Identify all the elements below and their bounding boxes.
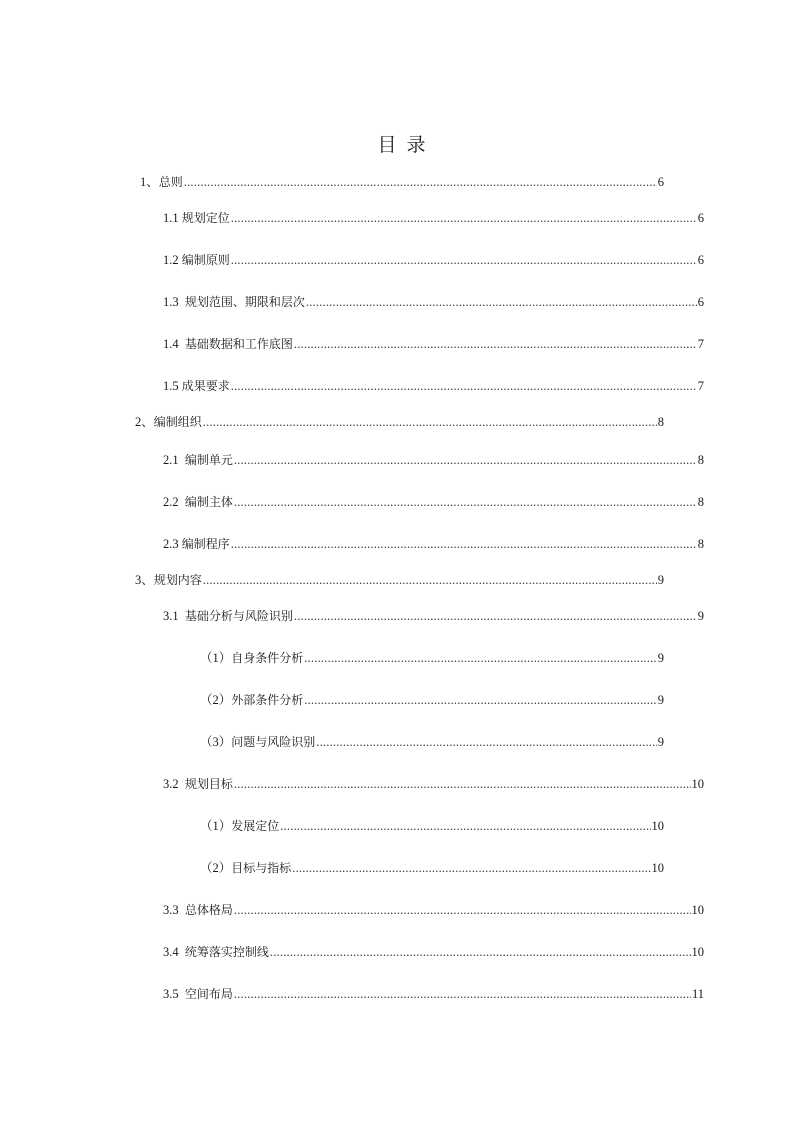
toc-entry-page-number: 6: [697, 211, 704, 225]
toc-entry-label: 编制组织: [153, 415, 202, 429]
toc-entry-page-number: 8: [697, 495, 704, 509]
dot-leader: [294, 336, 697, 352]
toc-entry[interactable]: [135, 414, 664, 430]
toc-entry-page-number: 8: [697, 453, 704, 467]
dot-leader: [203, 414, 657, 430]
toc-entry-page-number: 9: [657, 573, 664, 587]
dot-leader: [316, 734, 656, 750]
toc-entry[interactable]: [163, 210, 704, 226]
toc-entry-label: 规划内容: [153, 573, 202, 587]
toc-entry[interactable]: [200, 734, 664, 750]
toc-entry-number: 1.2: [163, 253, 182, 267]
toc-entry-number: （2）: [200, 861, 232, 875]
toc-entry-label: 基础数据和工作底图: [184, 337, 293, 351]
dot-leader: [231, 210, 697, 226]
toc-entry[interactable]: [163, 902, 704, 918]
toc-entry-label: 总体格局: [184, 903, 233, 917]
toc-entry-number: 3.1: [163, 609, 185, 623]
toc-entry-number: 1、: [140, 175, 159, 189]
toc-entry-page-number: 7: [697, 337, 704, 351]
toc-entry-page-number: 9: [657, 735, 664, 749]
dot-leader: [234, 452, 697, 468]
toc-entry[interactable]: [163, 452, 704, 468]
dot-leader: [234, 986, 691, 1002]
dot-leader: [231, 536, 697, 552]
toc-entry-number: 3.3: [163, 903, 185, 917]
toc-entry-number: 1.5: [163, 379, 182, 393]
toc-entry-page-number: 8: [657, 415, 664, 429]
toc-entry-page-number: 10: [651, 861, 664, 875]
toc-entry-page-number: 11: [691, 987, 704, 1001]
toc-entry-label: 外部条件分析: [231, 693, 304, 707]
toc-entry-label: 编制程序: [181, 537, 230, 551]
toc-entry-number: （1）: [200, 819, 232, 833]
toc-entry-page-number: 6: [657, 175, 664, 189]
toc-entry-number: 1.1: [163, 211, 182, 225]
toc-entry-label: 自身条件分析: [231, 651, 304, 665]
toc-entry-number: 2.3: [163, 537, 182, 551]
toc-entry-number: 1.3: [163, 295, 185, 309]
toc-entry-label: 空间布局: [184, 987, 233, 1001]
toc-entry-number: 2.2: [163, 495, 185, 509]
dot-leader: [234, 902, 691, 918]
toc-entry-page-number: 8: [697, 537, 704, 551]
toc-entry[interactable]: [200, 650, 664, 666]
toc-entry-label: 目标与指标: [231, 861, 292, 875]
toc-entry-label: 问题与风险识别: [231, 735, 316, 749]
toc-entry-label: 规划定位: [181, 211, 230, 225]
dot-leader: [304, 692, 656, 708]
toc-entry[interactable]: [200, 860, 664, 876]
toc-entry-page-number: 10: [651, 819, 664, 833]
toc-entry-page-number: 10: [691, 945, 704, 959]
toc-entry-number: 2、: [135, 415, 154, 429]
toc-entry-page-number: 9: [697, 609, 704, 623]
toc-entry-number: （3）: [200, 735, 232, 749]
toc-entry-page-number: 10: [691, 903, 704, 917]
toc-entry[interactable]: [163, 336, 704, 352]
toc-entry[interactable]: [140, 174, 664, 190]
toc-entry-label: 统筹落实控制线: [184, 945, 269, 959]
toc-entry[interactable]: [200, 692, 664, 708]
toc-entry[interactable]: [163, 608, 704, 624]
toc-entry-label: 总则: [158, 175, 183, 189]
toc-entry-page-number: 10: [691, 777, 704, 791]
toc-entry-label: 编制原则: [181, 253, 230, 267]
dot-leader: [231, 252, 697, 268]
toc-entry-page-number: 6: [697, 295, 704, 309]
toc-entry[interactable]: [163, 294, 704, 310]
toc-entry-label: 规划范围、期限和层次: [184, 295, 305, 309]
toc-entry[interactable]: [163, 378, 704, 394]
toc-entry-number: （1）: [200, 651, 232, 665]
toc-entry-number: 3.4: [163, 945, 185, 959]
toc-entry-page-number: 9: [657, 651, 664, 665]
toc-entry-label: 编制单元: [184, 453, 233, 467]
toc-entry-number: 3、: [135, 573, 154, 587]
toc-entry-page-number: 9: [657, 693, 664, 707]
toc-entry-page-number: 6: [697, 253, 704, 267]
toc-entry-number: 1.4: [163, 337, 185, 351]
toc-entry[interactable]: [163, 776, 704, 792]
toc-entry[interactable]: [163, 986, 704, 1002]
dot-leader: [292, 860, 650, 876]
toc-entry[interactable]: [163, 536, 704, 552]
toc-entry[interactable]: [163, 252, 704, 268]
toc-entry-page-number: 7: [697, 379, 704, 393]
dot-leader: [231, 378, 697, 394]
dot-leader: [234, 494, 697, 510]
page-title: 目录: [377, 134, 436, 156]
dot-leader: [306, 294, 697, 310]
toc-entry-label: 编制主体: [184, 495, 233, 509]
dot-leader: [234, 776, 691, 792]
toc-entry-number: （2）: [200, 693, 232, 707]
toc-entry-number: 3.5: [163, 987, 185, 1001]
toc-entry-number: 3.2: [163, 777, 185, 791]
dot-leader: [184, 174, 657, 190]
toc-entry-label: 发展定位: [231, 819, 280, 833]
dot-leader: [280, 818, 650, 834]
toc-entry[interactable]: [163, 944, 704, 960]
dot-leader: [203, 572, 657, 588]
toc-entry[interactable]: [135, 572, 664, 588]
toc-entry-label: 规划目标: [184, 777, 233, 791]
toc-entry-number: 2.1: [163, 453, 185, 467]
dot-leader: [304, 650, 656, 666]
toc-entry[interactable]: [200, 818, 664, 834]
dot-leader: [270, 944, 691, 960]
toc-entry-label: 基础分析与风险识别: [184, 609, 293, 623]
dot-leader: [294, 608, 697, 624]
toc-entry[interactable]: [163, 494, 704, 510]
toc-entry-label: 成果要求: [181, 379, 230, 393]
